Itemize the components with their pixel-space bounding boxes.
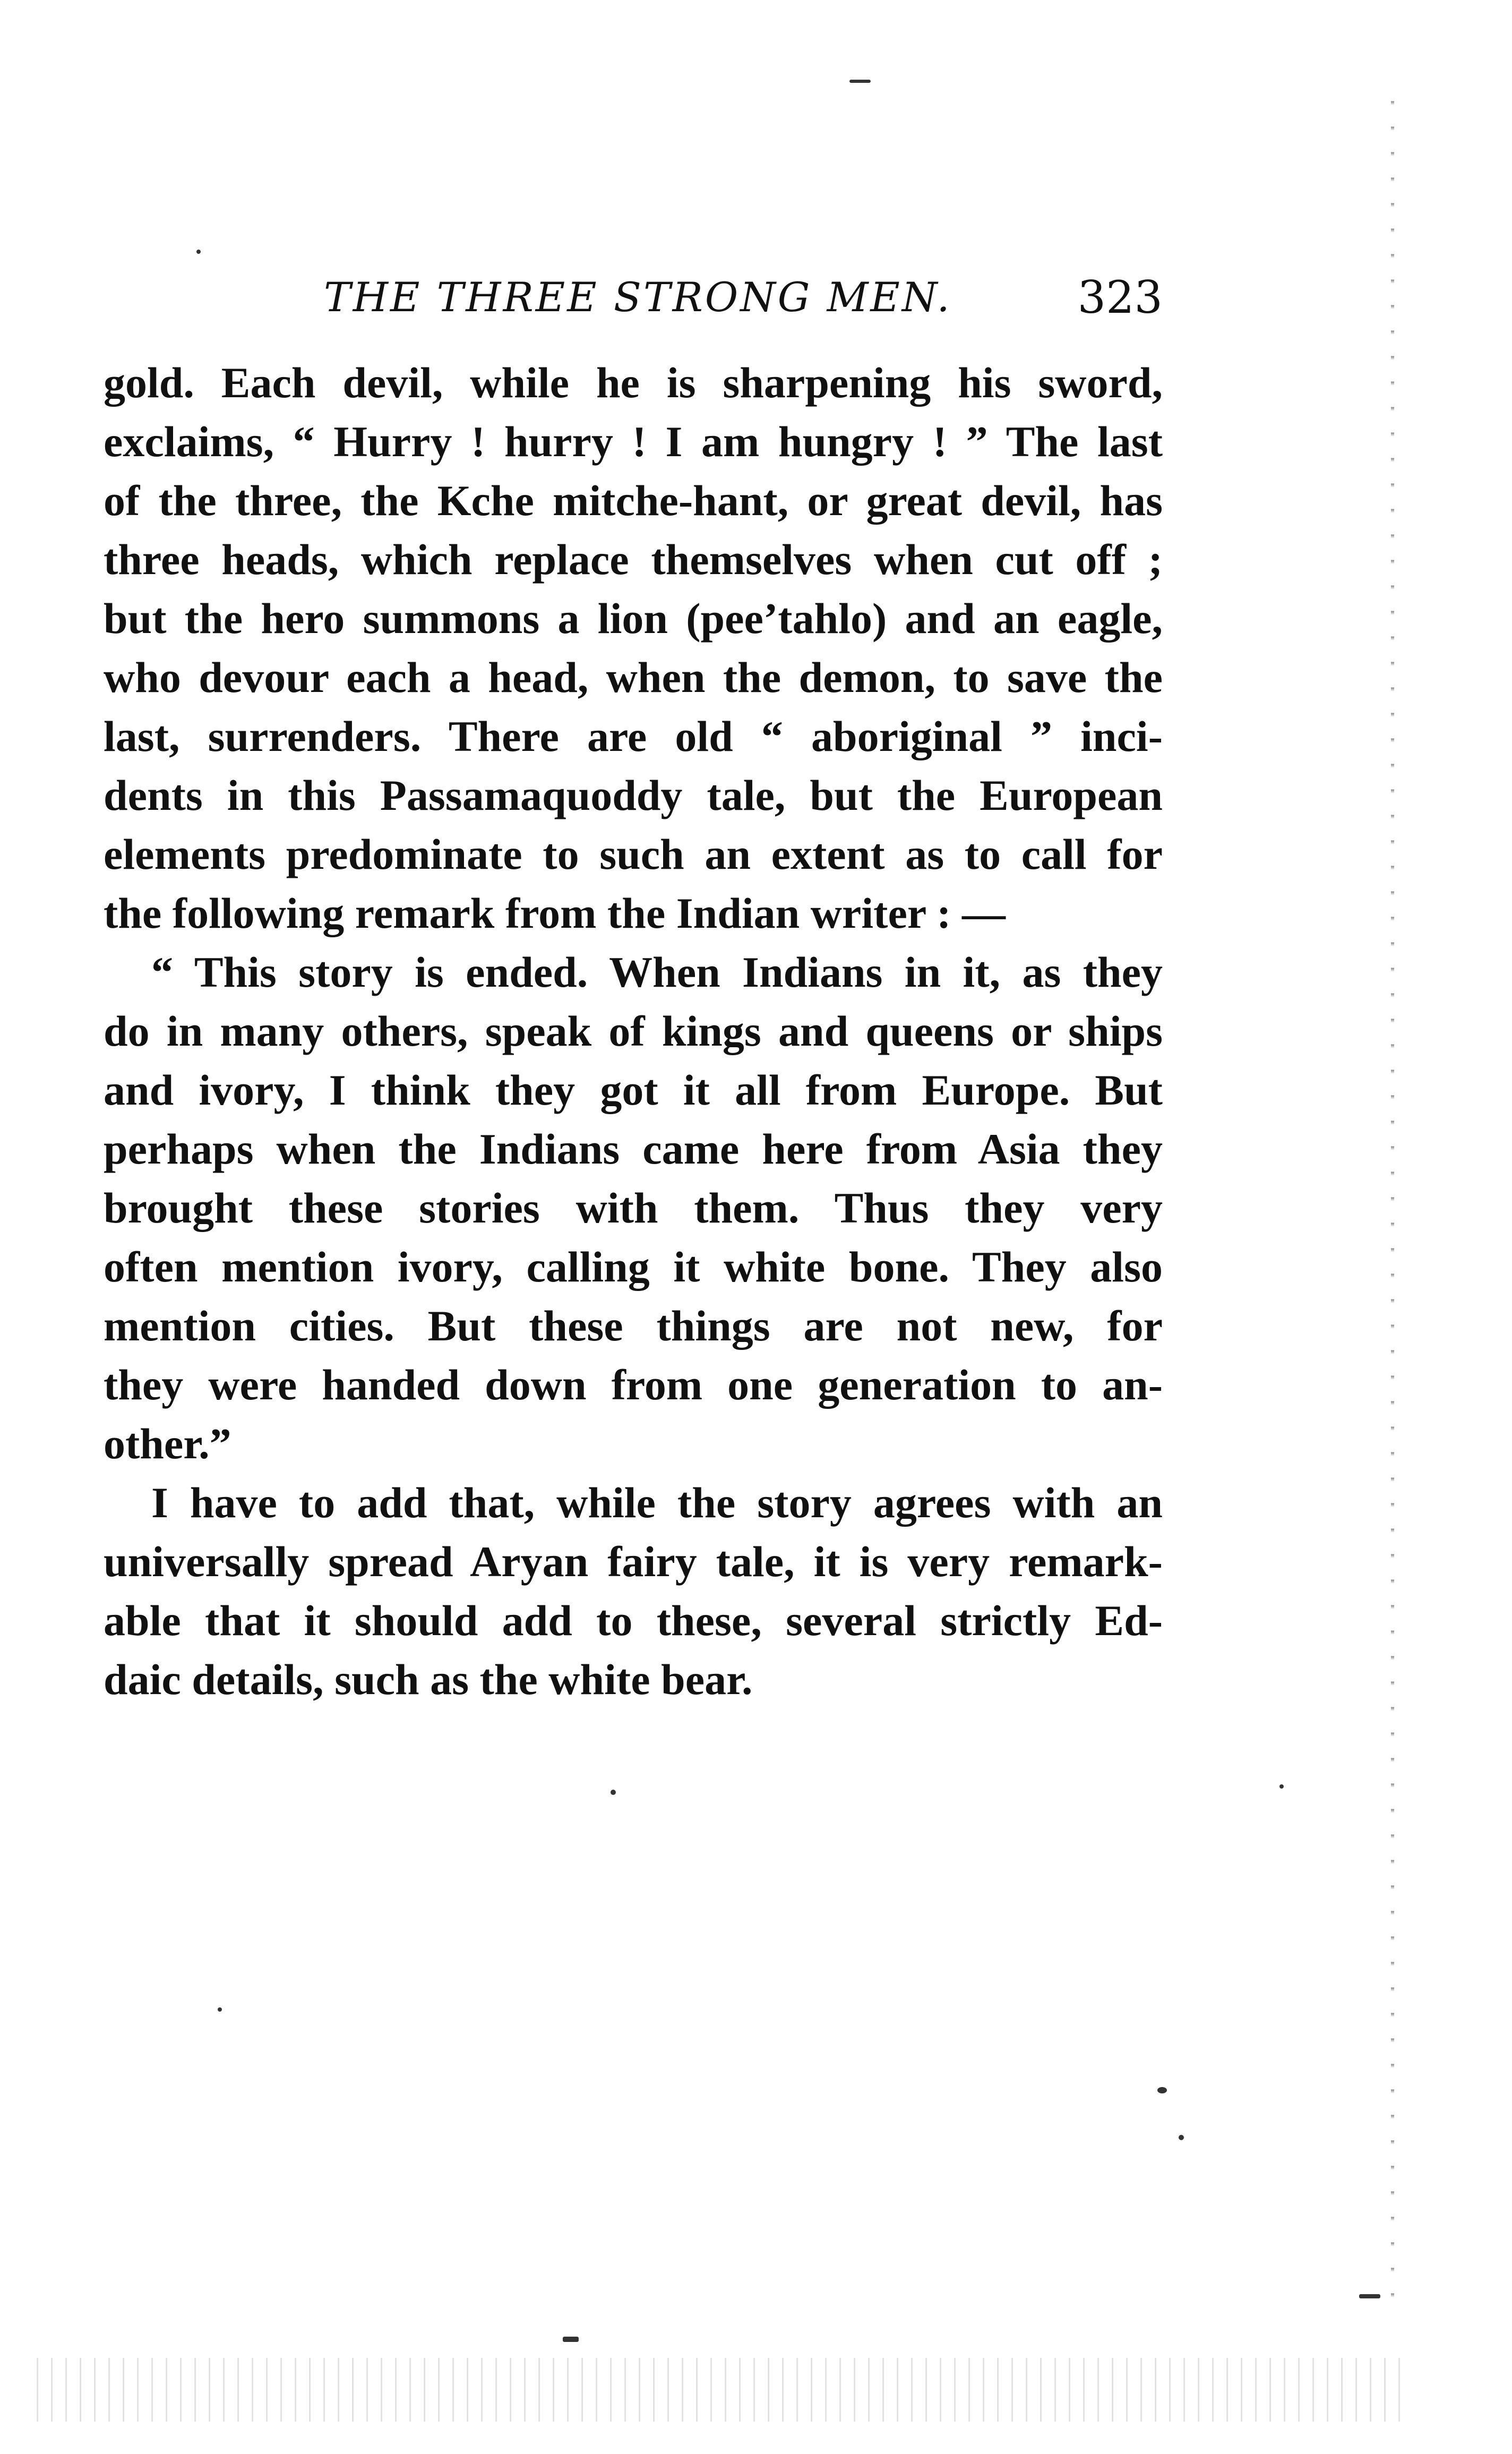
scan-speck: [611, 1790, 616, 1795]
text-line: dents in this Passamaquoddy tale, but the European: [104, 771, 1163, 819]
text-line: elements predominate to such an extent as to call for: [104, 830, 1163, 878]
body-text: [104, 353, 1163, 1709]
quote-line: “ This story is ended. When Indians in it, as they: [151, 948, 1163, 996]
text-line: able that it should add to these, several strictly Ed-: [104, 1596, 1163, 1645]
page-number: 323: [1077, 271, 1163, 323]
quote-line: do in many others, speak of kings and queens or ships: [104, 1007, 1163, 1055]
quote-line: mention cities. But these things are not new, for: [104, 1302, 1163, 1350]
text-line: exclaims, “ Hurry ! hurry ! I am hungry ! ” The last: [104, 417, 1163, 466]
quote-line: perhaps when the Indians came here from Asia they: [104, 1125, 1163, 1173]
text-line: I have to add that, while the story agrees with an: [151, 1478, 1163, 1527]
scan-speck: [563, 2337, 579, 2342]
scan-speck: [849, 80, 871, 83]
quote-line: brought these stories with them. Thus they very: [104, 1184, 1163, 1232]
text-line: gold. Each devil, while he is sharpening his sword,: [104, 358, 1163, 407]
scan-speck: [1359, 2294, 1380, 2298]
scan-bottom-artifact: [32, 2358, 1412, 2422]
scan-speck: [1279, 1784, 1284, 1789]
running-title: THE THREE STRONG MEN.: [324, 273, 952, 321]
scan-speck: [196, 250, 201, 254]
text-line: the following remark from the Indian writer : —: [104, 889, 1006, 937]
text-line: daic details, such as the white bear.: [104, 1655, 753, 1704]
quote-line: other.”: [104, 1420, 231, 1468]
quote-line: and ivory, I think they got it all from Europe. But: [104, 1066, 1163, 1114]
running-header: [101, 268, 1163, 327]
text-line: of the three, the Kche mitche-hant, or great devil, has: [104, 476, 1163, 525]
text-line: but the hero summons a lion (pee’tahlo) and an eagle,: [104, 594, 1163, 643]
scan-speck: [218, 2007, 222, 2012]
scan-speck: [1157, 2087, 1167, 2093]
scan-speck: [1179, 2135, 1184, 2140]
text-line: universally spread Aryan fairy tale, it is very remark-: [104, 1537, 1163, 1586]
text-line: who devour each a head, when the demon, to save the: [104, 653, 1163, 702]
quote-line: they were handed down from one generation to an-: [104, 1361, 1163, 1409]
quote-line: often mention ivory, calling it white bone. They also: [104, 1243, 1163, 1291]
text-line: three heads, which replace themselves when cut off ;: [104, 535, 1163, 584]
scan-edge-artifact: [1391, 80, 1394, 2310]
text-line: last, surrenders. There are old “ aboriginal ” inci-: [104, 712, 1163, 760]
